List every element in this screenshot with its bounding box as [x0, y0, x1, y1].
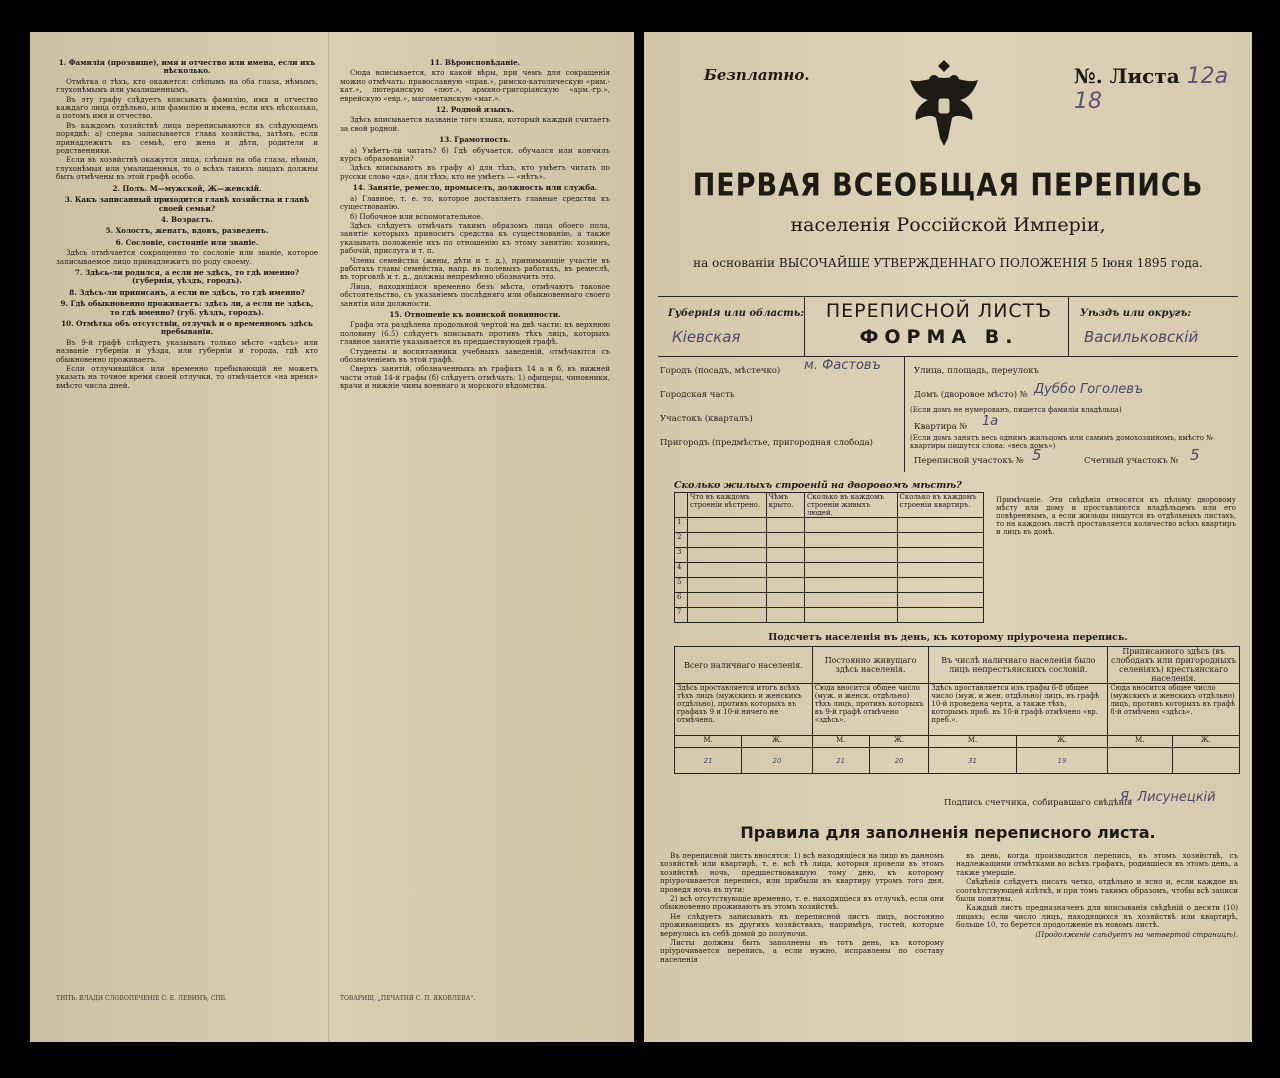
- rules-line: Не слѣдуетъ записывать въ переписной листъ лицъ, постоянно проживающихъ въ другихъ хозяйствахъ, напримѣръ, гостей, которые вернулись къ себѣ домой до полуночи.: [660, 911, 944, 938]
- col1-line: 7. Здѣсь-ли родился, а если не здѣсь, то гдѣ именно? (губернія, уѣздъ, городъ).: [74, 267, 300, 286]
- count-cell: 21: [812, 748, 869, 774]
- pop-note: Сюда вносится общее число (мужскихъ и женскихъ отдѣльно) лицъ, противъ которыхъ въ графѣ 8-й отмѣчено «здѣсь».: [1108, 684, 1240, 736]
- dwelling-header: Чѣмъ крыто.: [766, 493, 804, 518]
- signature-value: Я. Лисунецкій: [1120, 790, 1216, 805]
- uezd-label: Уѣздъ или округъ:: [1080, 308, 1192, 319]
- col2-line: 14. Занятіе, ремесло, промыселъ, должность или служба.: [352, 183, 598, 193]
- gorod-label: Городъ (посадъ, мѣстечко): [660, 366, 781, 376]
- col2-line: Графа эта раздѣлена продольной чертой на двѣ части: въ верхнюю половину (6.5) слѣдуетъ вписывать противъ тѣхъ лицъ, которыхъ главное занятіе указывается въ предшествующей графѣ.: [340, 320, 610, 347]
- m-label: М.: [1108, 736, 1172, 748]
- col1-line: Если въ хозяйствѣ окажутся лица, слѣпыя на оба глаза, нѣмыя, глухонѣмыя или умалишенныя, то о всѣхъ такихъ лицахъ должны быть отмѣчены въ этой графѣ особо.: [56, 155, 318, 182]
- printer-mark-left: ТИПЪ. ВЛАДИ СЛОВОПЕЧЕНІЕ С. Е. ЛЕВИНЪ, СПБ.: [56, 995, 227, 1002]
- col1-line: Если отлучившійся или временно пребывающій не можетъ указать на точное время своей отлучки, то отмѣчается «на время» вмѣсто числа дней.: [56, 364, 318, 390]
- imperial-eagle-icon: [902, 58, 986, 154]
- col1-line: Отмѣтка о тѣхъ, кто окажется: слѣпымъ на оба глаза, нѣмымъ, глухонѣмымъ или умалишеннымъ.: [56, 76, 318, 95]
- prigorod-label: Пригородъ (предмѣстье, пригородная слобода): [660, 438, 874, 448]
- sheet-number-label: №. Листа: [1074, 64, 1180, 88]
- dom-value: Дуббо Гоголевъ: [1034, 382, 1144, 397]
- m-label: М.: [675, 736, 742, 748]
- dom-label: Домъ (дворовое мѣсто) №: [914, 390, 1028, 400]
- dvor-question: Сколько жилыхъ строеній на дворовомъ мѣстѣ?: [674, 480, 962, 491]
- col2-line: Здѣсь вписываютъ въ графу а) для тѣхъ, кто умѣетъ читать по русски слово «да», для тѣхъ, кто не умѣетъ — «нѣтъ».: [340, 163, 610, 181]
- schetny-value: 5: [1190, 446, 1200, 464]
- dwelling-row-num: 4: [675, 563, 688, 578]
- count-cell: 20: [869, 748, 929, 774]
- rules-line: въ день, когда производится перепись, въ этомъ хозяйствѣ, съ надлежащими отмѣтками во всѣхъ графахъ, родившіеся въ этомъ день, а также умершіе.: [956, 852, 1238, 877]
- fold-line: [328, 32, 329, 1042]
- dwelling-header: Что въ каждомъ строеніи вѣстрено.: [688, 493, 767, 518]
- pop-header: Приписанного здѣсь (въ слободахъ или пригородныхъ селеніяхъ) крестьянскаго населенія.: [1108, 647, 1240, 684]
- primechanie-note: Примѣчаніе. Эти свѣдѣнія относятся къ цѣлому дворовому мѣсту или дому и проставляются владѣльцемъ или его повѣреннымъ, а если жильцы пишутся въ отдѣльныхъ листахъ, то на каждомъ листѣ проставляется количество всѣхъ квартиръ и лицъ въ домѣ.: [996, 496, 1236, 536]
- dwelling-row-num: 3: [675, 548, 688, 563]
- col1-line: 3. Какъ записанный приходится главѣ хозяйства и главѣ своей семьи?: [64, 195, 310, 213]
- col2-line: Студенты и воспитанники учебныхъ заведеній, отмѣчаются съ обозначеніемъ въ этой графѣ.: [340, 346, 610, 364]
- perepis-uch-label: Переписной участокъ №: [914, 456, 1024, 466]
- zh-label: Ж.: [1016, 736, 1108, 748]
- col1-line: 9. Гдѣ обыкновенно проживаетъ: здѣсь ли, а если не здѣсь, то гдѣ именно? (губ. уѣздъ, городъ).: [60, 299, 314, 317]
- uchastok-label: Участокъ (кварталъ): [660, 414, 753, 424]
- sheet-number: [1074, 64, 1252, 114]
- left-column-1: [56, 56, 318, 1006]
- dwelling-header: Сколько въ каждомъ строеніи живыхъ людей.: [804, 493, 897, 518]
- m-label: М.: [929, 736, 1016, 748]
- rules-line: Въ переписной листъ вносятся: 1) всѣ находящіеся на лицо въ данномъ хозяйствѣ или квартирѣ, т. е. всѣ тѣ лица, которыя провели въ этомъ хозяйствѣ ночь, предшествовавшую тому дню, къ которому пріурочивается перепись, или прибыли въ квартиру утромъ того дня, проведя ночь въ пути;: [660, 852, 944, 894]
- rules-line: 2) всѣ отсутствующіе временно, т. е. находящіеся въ отлучкѣ, если они обыкновенно проживаютъ въ этомъ хозяйствѣ.: [660, 894, 944, 912]
- dwelling-row-num: 1: [675, 518, 688, 533]
- col2-line: 12. Родной языкъ.: [435, 105, 515, 115]
- uezd-value: Васильковскій: [1084, 328, 1199, 346]
- col1-line: 5. Холостъ, женатъ, вдовъ, разведенъ.: [105, 226, 269, 236]
- gubernia-value: Кіевская: [672, 328, 741, 346]
- population-table: [674, 646, 1240, 774]
- col1-line: Въ 9-й графѣ слѣдуетъ указывать только мѣсто «здѣсь» или названіе губерніи и уѣзда, или губерніи и города, гдѣ кто обыкновенно проживаетъ.: [56, 337, 318, 364]
- dwelling-row-num: 6: [675, 593, 688, 608]
- census-decree: на основаніи ВЫСОЧАЙШЕ УТВЕРЖДЕННАГО ПОЛОЖЕНІЯ 5 Іюня 1895 года.: [693, 256, 1203, 270]
- count-cell: [1108, 748, 1172, 774]
- left-page: [30, 32, 634, 1042]
- form-title: ПЕРЕПИСНОЙ ЛИСТЪ: [825, 300, 1053, 322]
- kvartira-value: 1а: [982, 414, 999, 429]
- col2-line: Здѣсь слѣдуетъ отмѣчать такимъ образомъ лица обоего пола, занятіе которыхъ приноситъ средства къ существованію, а также указывать положеніе ихъ по отношенію къ этому занятію: хозяинъ, рабочій, прислуга и т. п.: [340, 220, 610, 256]
- count-cell: 21: [675, 748, 742, 774]
- sheet-number-value: 12а: [1186, 64, 1229, 89]
- pop-note: Здѣсь проставляется изъ графы 6-8 общее число (муж. и жен. отдѣльно) лицъ, въ графѣ 10-й проведена черта, а также тѣхъ, которымъ проб. въ 10-й графѣ отмѣчено «вр. преб.».: [929, 684, 1108, 736]
- m-label: М.: [812, 736, 869, 748]
- col2-line: Сверхъ занятій, обозначенныхъ въ графахъ 14 а и б, въ нижней части этой 14-й графы (б) слѣдуетъ отмѣчать: 1) офицеры, чиновники, врачи и нижніе чины военнаго и морского вѣдомства.: [340, 364, 610, 391]
- rules-title: Правила для заполненія переписного листа.: [740, 823, 1156, 842]
- gorod-value: м. Фастовъ: [804, 358, 881, 373]
- perepis-uch-value: 5: [1032, 446, 1042, 464]
- dwelling-row-num: 2: [675, 533, 688, 548]
- col1-line: Здѣсь отмѣчается сокращенно то сословіе или званіе, которое записываемое лицо принадлежитъ по роду своему.: [56, 248, 318, 266]
- dwelling-table: [674, 492, 984, 623]
- col2-line: Здѣсь вписывается названіе того языка, который каждый считаетъ за свой родной.: [340, 115, 610, 133]
- col1-line: 8. Здѣсь-ли приписанъ, а если не здѣсь, то гдѣ именно?: [69, 287, 305, 297]
- form-letter: ФОРМА В.: [859, 326, 1019, 348]
- ulitsa-label: Улица, площадь, переулокъ: [914, 366, 1039, 376]
- rules-line: Каждый листъ предназначенъ для вписыванія свѣдѣній о десяти (10) лицахъ; если число лицъ, находящихся въ хозяйствѣ или квартирѣ, больше 10, то берется продолженіе въ новомъ листѣ.: [956, 903, 1238, 930]
- dwelling-header: Сколько въ каждомъ строеніи квартиръ.: [897, 493, 984, 518]
- rules-line: Свѣдѣнія слѣдуетъ писать четко, отдѣльно и ясно и, если каждое въ соотвѣтствующей клѣткѣ, и при томъ такимъ образомъ, чтобы всѣ записи были понятны.: [956, 877, 1238, 904]
- zh-label: Ж.: [869, 736, 929, 748]
- pop-note: Здѣсь проставляется итогъ всѣхъ тѣхъ лицъ (мужскихъ и женскихъ отдѣльно), противъ которыхъ въ графахъ 9 и 10-й ничего не отмѣчено.: [675, 684, 813, 736]
- col1-line: 6. Сословіе, состояніе или званіе.: [115, 237, 259, 247]
- col1-line: 10. Отмѣтка объ отсутствіи, отлучкѣ и о временномъ здѣсь пребываніи.: [61, 318, 313, 337]
- count-cell: 20: [742, 748, 812, 774]
- col1-line: 2. Полъ. М—мужской, Ж—женскій.: [112, 183, 262, 193]
- rules-line: (Продолженіе слѣдуетъ на четвертой страницѣ).: [1035, 929, 1238, 939]
- kvartira-label: Квартира №: [914, 422, 968, 432]
- col2-line: а) Главное, т. е. то, которое доставляетъ главные средства къ существованію.: [340, 193, 610, 212]
- col2-line: Члены семейства (жены, дѣти и т. д.), принимающіе участіе въ работахъ главы семейства, напр. въ полевыхъ работахъ, въ ремеслѣ, въ торговлѣ и т. д., должны непремѣнно обозначить это.: [340, 255, 610, 282]
- dwelling-row-num: 7: [675, 608, 688, 623]
- col1-heading: 1. Фамилія (прозвище), имя и отчество или имена, если ихъ нѣсколько.: [58, 58, 316, 76]
- schetny-label: Счетный участокъ №: [1084, 456, 1179, 466]
- chast-label: Городская часть: [660, 390, 735, 400]
- count-cell: 31: [929, 748, 1016, 774]
- count-cell: 19: [1016, 748, 1108, 774]
- count-cell: [1172, 748, 1239, 774]
- zh-label: Ж.: [1172, 736, 1239, 748]
- col1-line: Въ эту графу слѣдуетъ вписывать фамилію, имя и отчество каждаго лица отдѣльно, или фамилію и имена, если ихъ нѣсколько, а потомъ имя и отчество.: [56, 94, 318, 121]
- rules-column-2: [956, 852, 1238, 1022]
- col2-line: Лица, находящіяся временно безъ мѣста, отмѣчаютъ таковое обстоятельство, съ указаніемъ послѣдняго или обыкновеннаго своего занятія или должности.: [340, 281, 610, 308]
- census-title: ПЕРВАЯ ВСЕОБЩАЯ ПЕРЕПИСЬ: [692, 167, 1204, 204]
- kvartira-note: (Если домъ занятъ весь однимъ жильцомъ или самимъ домохозяиномъ, вмѣсто № квартиры пишутся слова: «весь домъ»): [910, 434, 1213, 450]
- pop-header: Постоянно живущаго здѣсь населенія.: [812, 647, 929, 684]
- dwelling-row-num: 5: [675, 578, 688, 593]
- printer-mark-right: ТОВАРИЩ. „ПЕЧАТНЯ С. П. ЯКОВЛЕВА“.: [340, 995, 476, 1002]
- right-page: [644, 32, 1252, 1042]
- pop-note: Сюда вносится общее число (муж. и женск. отдѣльно) тѣхъ лицъ, противъ которыхъ въ 9-й графѣ отмѣчено «здѣсь».: [812, 684, 929, 736]
- rules-column-1: [660, 852, 944, 1022]
- col2-heading: 11. Вѣроисповѣданіе.: [429, 58, 521, 67]
- col1-line: 4. Возрастъ.: [161, 214, 213, 224]
- sheet-number-extra: 18: [1074, 89, 1102, 114]
- census-subtitle: населенія Россійской Имперіи,: [790, 214, 1106, 236]
- col2-line: б) Побочное или вспомогательное.: [350, 211, 484, 221]
- free-label: Безплатно.: [704, 66, 810, 84]
- rules-line: Листы должны быть заполнены въ тотъ день, къ которому пріурочивается перепись, а если нужно, исправлены по составу населенія: [660, 938, 944, 964]
- pop-header: Всего наличнаго населенія.: [675, 647, 813, 684]
- left-column-2: [340, 56, 610, 1006]
- gubernia-label: Губернія или область:: [668, 308, 804, 319]
- dom-note: (Если домъ не нумерованъ, пишется фамилія владѣльца): [910, 406, 1122, 414]
- pop-header: Въ числѣ наличнаго населенія было лицъ непрестъянскихъ сословій.: [929, 647, 1108, 684]
- col2-line: а) Умѣетъ-ли читать? б) Гдѣ обучается, обучался или кончилъ курсъ образованія?: [340, 145, 610, 164]
- col2-line: 15. Отношеніе къ воинской повинности.: [389, 309, 561, 319]
- signature-label: Подпись счетчика, собиравшаго свѣдѣнія: [944, 798, 1133, 808]
- col1-line: Въ каждомъ хозяйствѣ лица переписываются въ слѣдующемъ порядкѣ: а) сперва записывается глава хозяйства, затѣмъ, если принадлежитъ къ семьѣ, его жена и дѣти, родители и родственники.: [56, 120, 318, 156]
- col2-line: Сюда вписывается, кто какой вѣры, при чемъ для сокращенія можно отмѣчать: православную «прав.», римско-католическую «рим.-кат.», лютеранскую «лют.», армяно-григоріанскую «арм.-гр.», еврейскую «евр.», магометанскую «маг.».: [340, 68, 610, 103]
- podschet-title: Подсчетъ населенія въ день, къ которому пріурочена перепись.: [768, 632, 1128, 643]
- zh-label: Ж.: [742, 736, 812, 748]
- col2-line: 13. Грамотность.: [439, 135, 511, 145]
